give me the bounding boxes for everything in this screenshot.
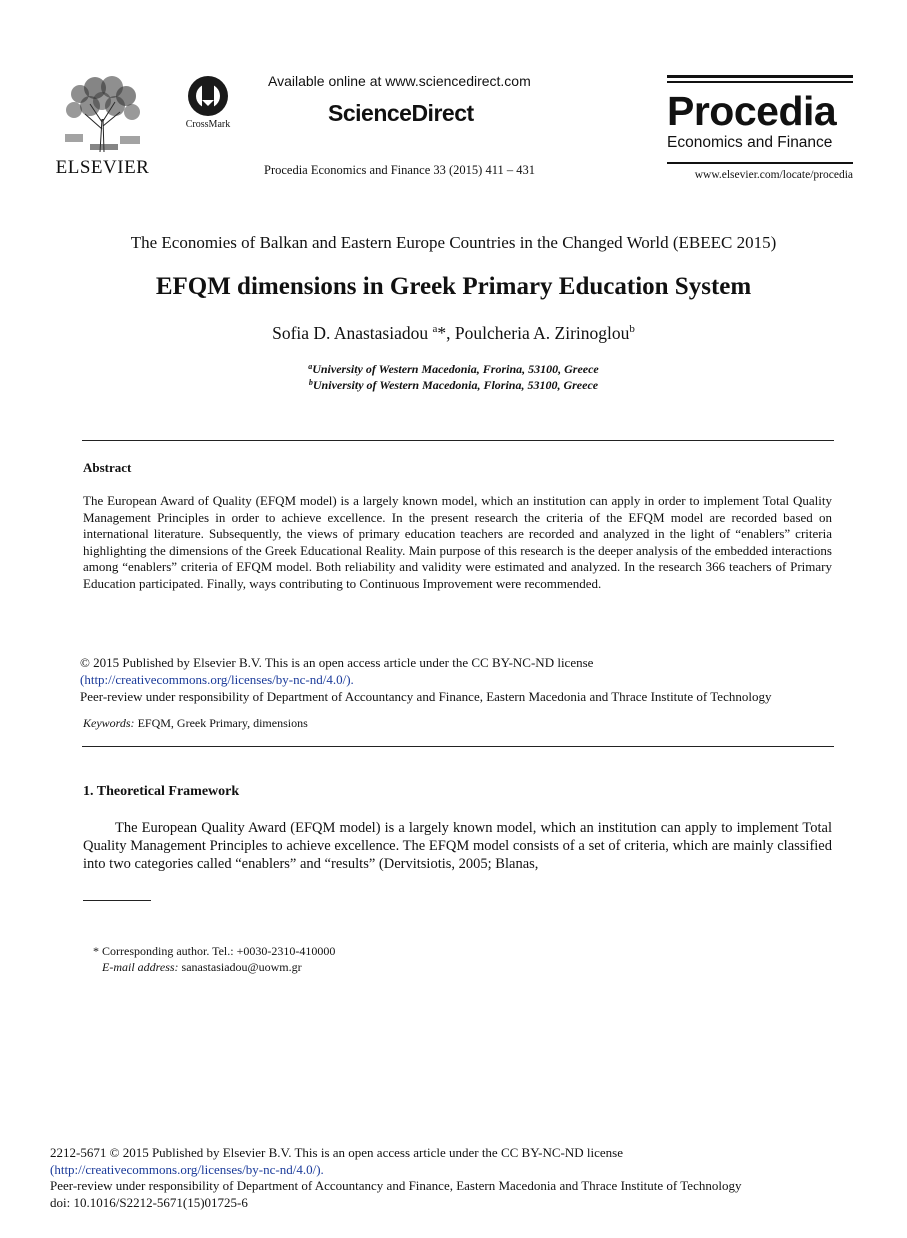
email-label: E-mail address:: [102, 960, 179, 974]
elsevier-wordmark: ELSEVIER: [55, 157, 150, 178]
author-2-affil: b: [629, 323, 635, 335]
author-2: Poulcheria A. Zirinoglou: [454, 323, 630, 343]
corresponding-author-note: * Corresponding author. Tel.: +0030-2310-410000: [93, 944, 336, 958]
divider-bottom: [82, 746, 834, 747]
paper-title: EFQM dimensions in Greek Primary Education System: [155, 273, 752, 300]
peer-review-line: Peer-review under responsibility of Department of Accountancy and Finance, Eastern Macedonia and Thrace Institute of Technology: [80, 689, 772, 704]
available-online-text: Available online at www.sciencedirect.com: [268, 73, 531, 89]
crossmark-badge[interactable]: [178, 74, 238, 132]
procedia-subtitle: Economics and Finance: [667, 134, 833, 151]
author-1: Sofia D. Anastasiadou: [272, 323, 433, 343]
email-address[interactable]: sanastasiadou@uowm.gr: [178, 960, 302, 974]
author-list: [0, 323, 907, 344]
copyright-line: © 2015 Published by Elsevier B.V. This is an open access article under the CC BY-NC-ND license: [80, 655, 594, 670]
footer-issn-line: 2212-5671 © 2015 Published by Elsevier B.V. This is an open access article under the CC BY-NC-ND license: [50, 1145, 624, 1160]
email-note: [93, 959, 335, 975]
license-link[interactable]: (http://creativecommons.org/licenses/by-nc-nd/4.0/).: [80, 672, 354, 687]
crossmark-icon: [186, 74, 230, 118]
procedia-url[interactable]: www.elsevier.com/locate/procedia: [694, 169, 853, 181]
crossmark-label: CrossMark: [185, 119, 231, 130]
procedia-title: Procedia: [667, 88, 837, 134]
journal-reference: Procedia Economics and Finance 33 (2015) 411 – 431: [264, 163, 536, 177]
section-body: The European Quality Award (EFQM model) is a largely known model, which an institution can apply to implement Total Quality Management Principles to achieve excellence. The EFQM model consists of a set of criteria, which are mainly classified into two categories called “enablers” and “results” (Dervitsiotis, 2005; Blanas,: [83, 820, 832, 872]
keywords-label: Keywords:: [83, 716, 135, 730]
procedia-bottom-rule: [667, 162, 853, 164]
affiliation-a: $^a$University of Western Macedonia, Frorina, 53100, Greece: [308, 362, 599, 376]
elsevier-tree-icon: [60, 74, 145, 154]
footnote: [93, 943, 335, 975]
elsevier-logo: [55, 74, 150, 179]
affiliation-b: $^b$University of Western Macedonia, Florina, 53100, Greece: [308, 378, 599, 392]
procedia-logo: [667, 75, 853, 181]
keywords-text: EFQM, Greek Primary, dimensions: [134, 716, 308, 730]
abstract-text: The European Award of Quality (EFQM model) is a largely known model, which an institution can apply in order to implement Total Quality Management Principles in order to achieve excellence. In the present research the criteria of the EFQM model are recorded based on international literature. Subsequently, the views of primary education teachers are recorded and analyzed in the light of “enablers” criteria highlighting the dimensions of the Greek Educational Reality. Main purpose of this research is the deeper analysis of the embedded interactions among “enablers” criteria of EFQM model. Both reliability and validity were estimated and analyzed. In the research 366 teachers of Primary Education participated. Finally, ways contributing to Continuous Improvement were recommended.: [83, 493, 832, 591]
page-footer: [50, 1145, 850, 1211]
copyright-notice: [80, 654, 840, 705]
section-heading: 1. Theoretical Framework: [83, 784, 240, 799]
keywords: [83, 716, 308, 731]
sciencedirect-logo[interactable]: ScienceDirect: [328, 100, 474, 126]
footnote-rule: [83, 900, 151, 901]
procedia-top-rule-2: [667, 81, 853, 83]
divider-top: [82, 440, 834, 441]
footer-peer-review: Peer-review under responsibility of Department of Accountancy and Finance, Eastern Macedonia and Thrace Institute of Technology: [50, 1178, 742, 1193]
conference-name: The Economies of Balkan and Eastern Europe Countries in the Changed World (EBEEC 2015): [130, 233, 777, 252]
footer-doi[interactable]: doi: 10.1016/S2212-5671(15)01725-6: [50, 1194, 248, 1210]
author-1-affil: a: [432, 323, 438, 335]
procedia-top-rule: [667, 75, 853, 78]
abstract-heading: Abstract: [83, 460, 132, 475]
corresponding-mark: *,: [437, 323, 455, 343]
footer-license-link[interactable]: (http://creativecommons.org/licenses/by-nc-nd/4.0/).: [50, 1161, 324, 1177]
